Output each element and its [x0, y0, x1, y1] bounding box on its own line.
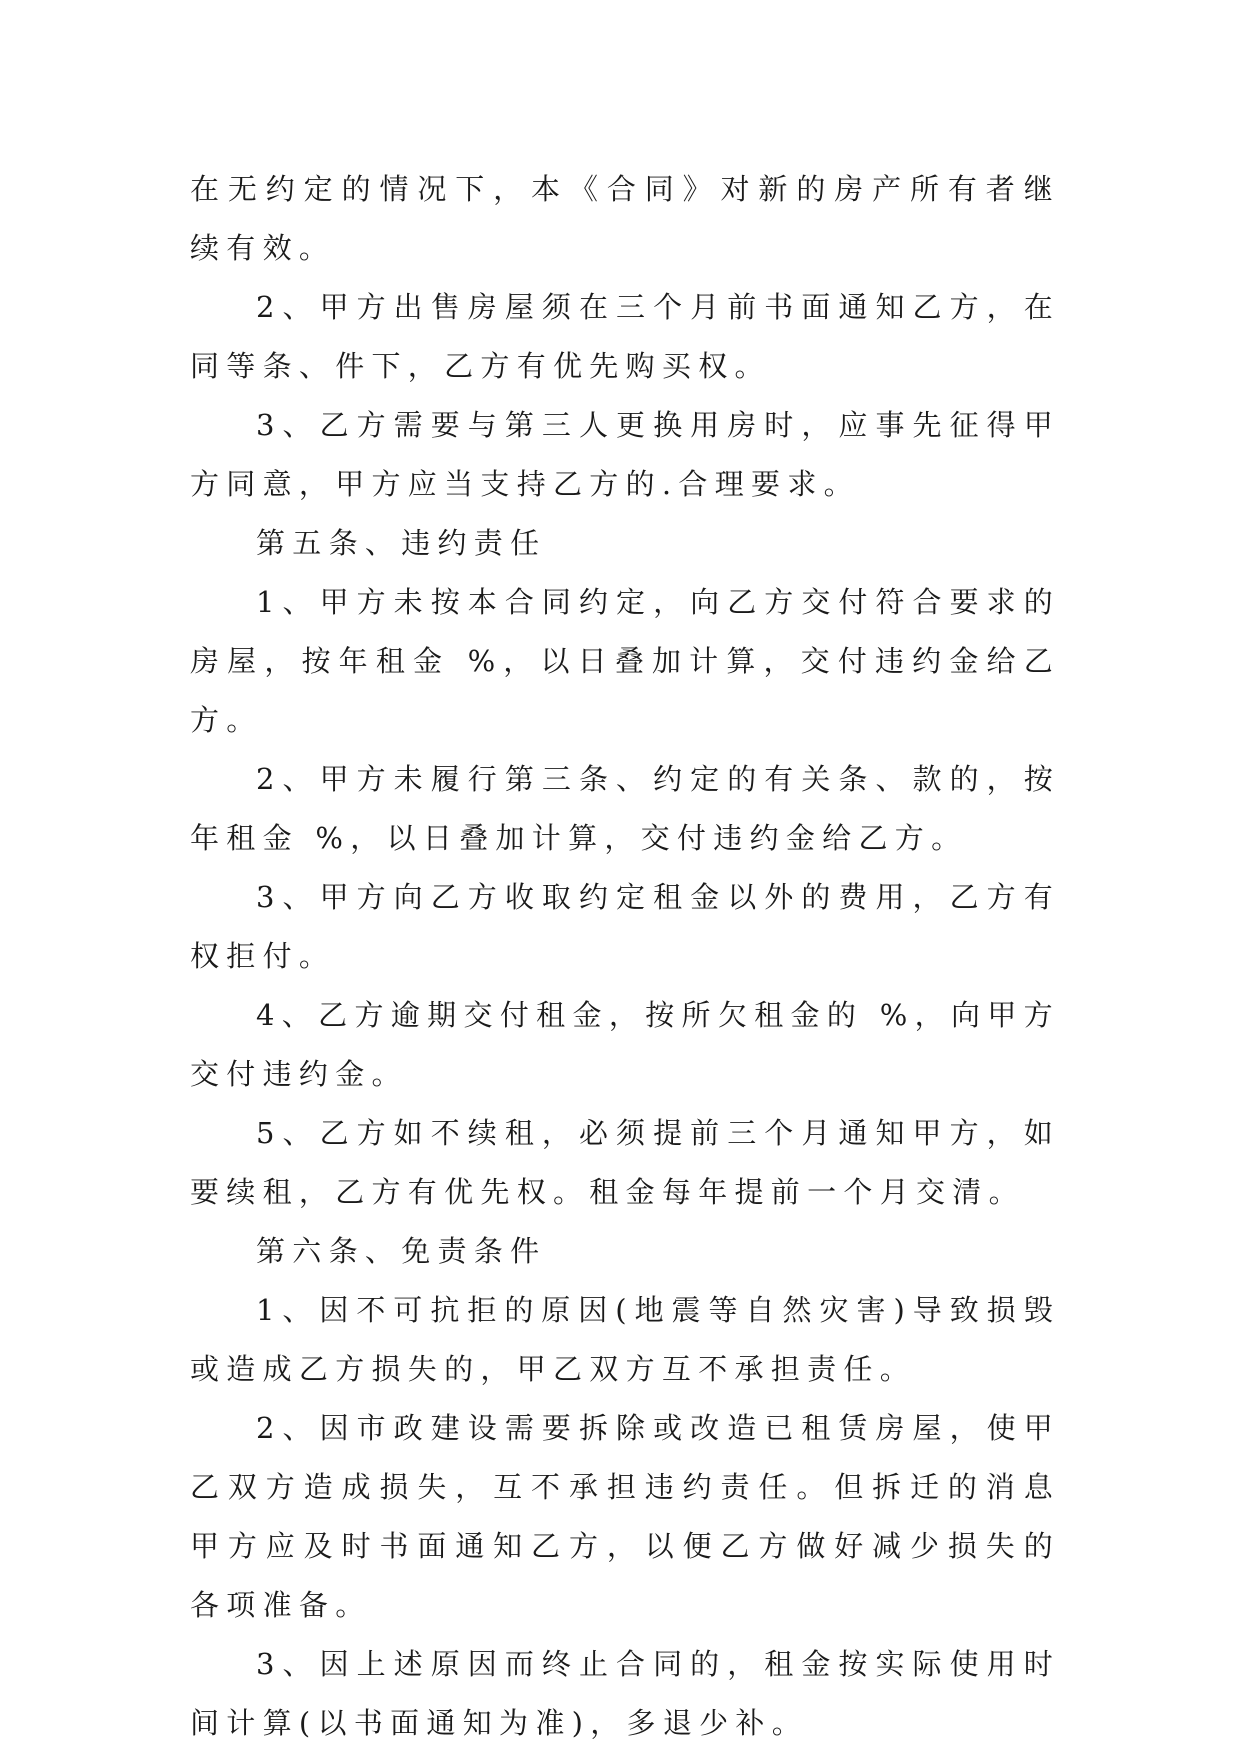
- paragraph-clause-5-3: 3、甲方向乙方收取约定租金以外的费用，乙方有权拒付。: [190, 880, 1060, 973]
- paragraph-clause-5-2: 2、甲方未履行第三条、约定的有关条、款的，按年租金 %，以日叠加计算，交付违约金给乙方。: [190, 762, 1060, 855]
- section-heading-article-6: 第六条、免责条件: [256, 1234, 547, 1268]
- paragraph-clause-5-5: 5、乙方如不续租，必须提前三个月通知甲方，如要续租，乙方有优先权。租金每年提前一个月交清。: [190, 1116, 1060, 1209]
- paragraph-continuation: 在无约定的情况下，本《合同》对新的房产所有者继续有效。: [190, 172, 1060, 265]
- document-body: [190, 160, 1060, 1753]
- paragraph-clause-4-2: 2、甲方出售房屋须在三个月前书面通知乙方，在同等条、件下，乙方有优先购买权。: [190, 290, 1060, 383]
- paragraph-clause-6-2: 2、因市政建设需要拆除或改造已租赁房屋，使甲乙双方造成损失，互不承担违约责任。但拆迁的消息甲方应及时书面通知乙方，以便乙方做好减少损失的各项准备。: [190, 1411, 1060, 1622]
- section-heading-article-5: 第五条、违约责任: [256, 526, 547, 560]
- paragraph-clause-6-3: 3、因上述原因而终止合同的，租金按实际使用时间计算(以书面通知为准)，多退少补。: [190, 1647, 1060, 1740]
- paragraph-clause-6-1: 1、因不可抗拒的原因(地震等自然灾害)导致损毁或造成乙方损失的，甲乙双方互不承担责任。: [190, 1293, 1060, 1386]
- paragraph-clause-5-4: 4、乙方逾期交付租金，按所欠租金的 %，向甲方交付违约金。: [190, 998, 1060, 1091]
- paragraph-clause-4-3: 3、乙方需要与第三人更换用房时，应事先征得甲方同意，甲方应当支持乙方的.合理要求。: [190, 408, 1060, 501]
- paragraph-clause-5-1: 1、甲方未按本合同约定，向乙方交付符合要求的房屋，按年租金 %，以日叠加计算，交付违约金给乙方。: [190, 585, 1060, 737]
